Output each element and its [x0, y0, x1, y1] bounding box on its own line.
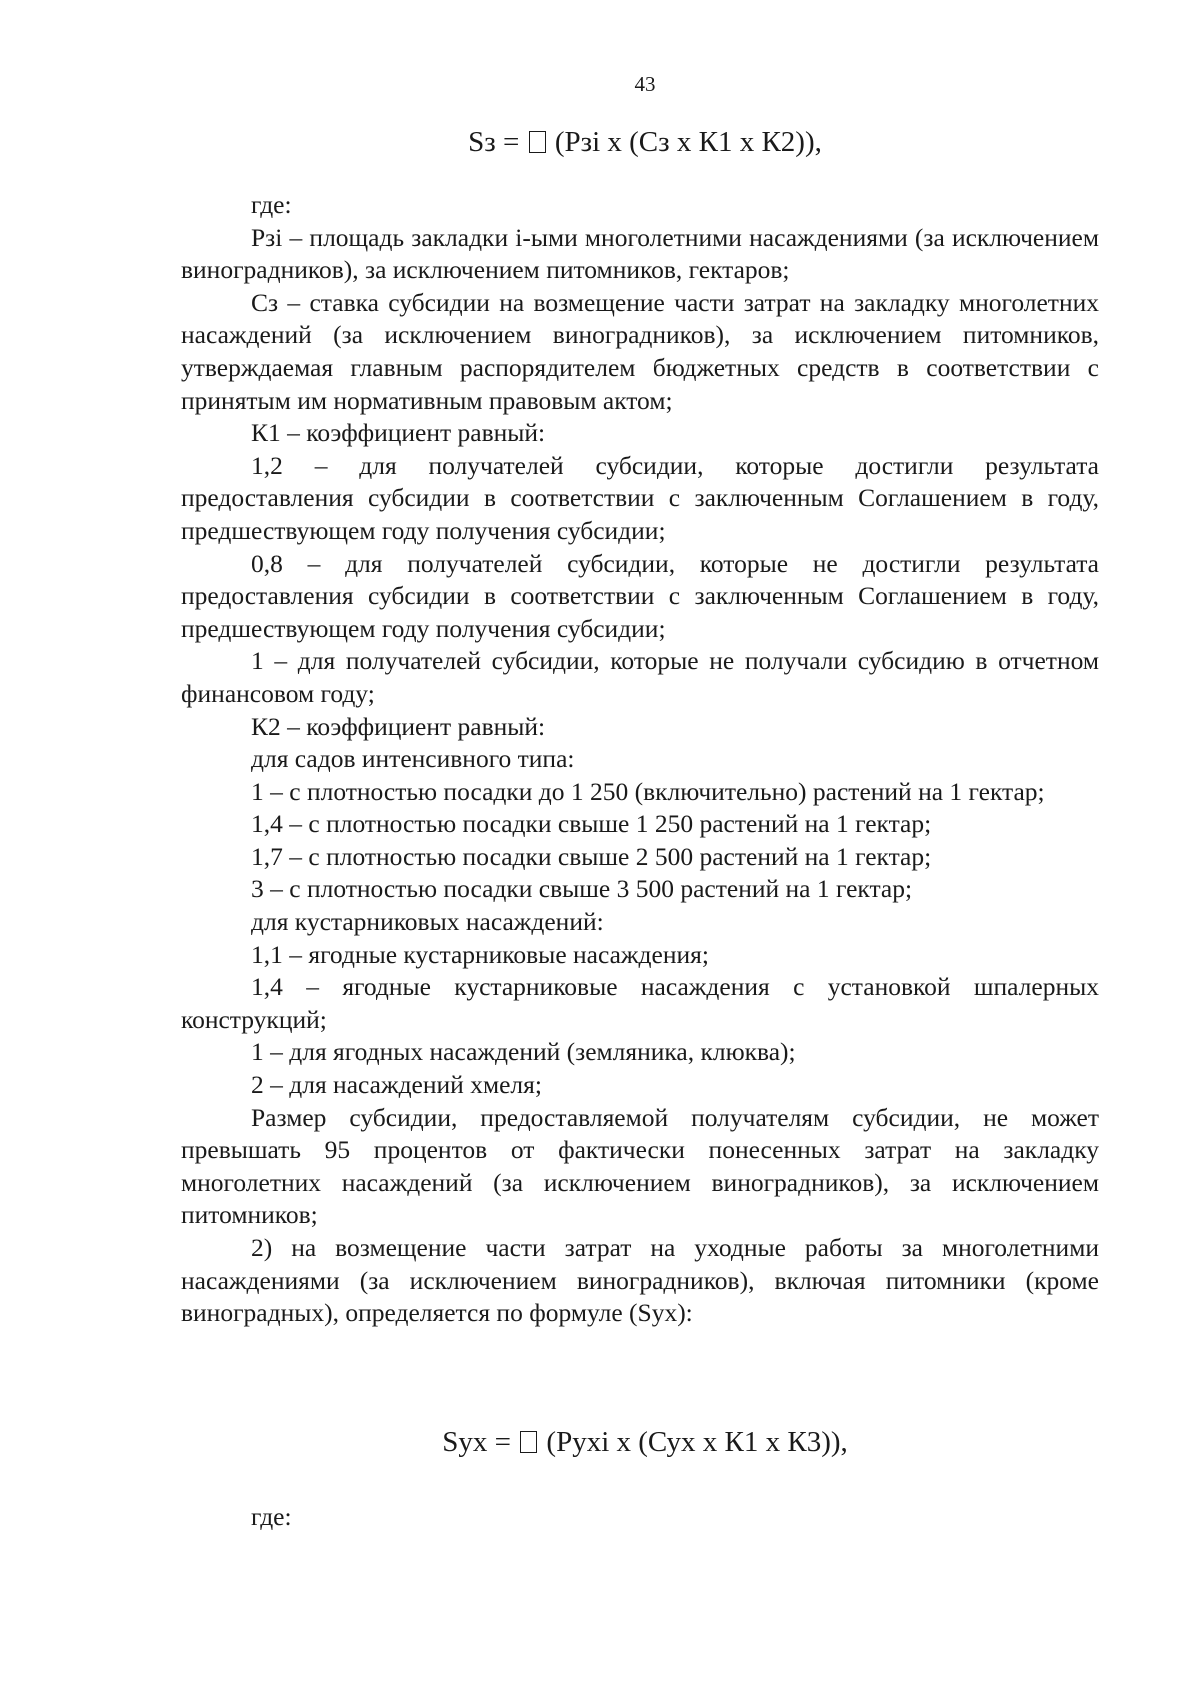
- formula-sux-rhs: (Рухi х (Сух х К1 х К3)),: [539, 1426, 848, 1458]
- paragraph-k2-heading: К2 – коэффициент равный:: [251, 711, 546, 741]
- paragraph-k1-1-2: 1,2 – для получателей субсидии, которые достигли результата предоставления субсидии в соответствии с заключенным Соглашением в году, предшествующем году получения субсидии;: [181, 450, 1099, 545]
- paragraph-k1-heading: К1 – коэффициент равный:: [251, 418, 546, 448]
- formula-sz-lhs: Sз =: [468, 126, 527, 158]
- paragraph-k1-1: 1 – для получателей субсидии, которые не получали субсидию в отчетном финансовом году;: [181, 646, 1099, 708]
- paragraph-maintenance-works: 2) на возмещение части затрат на уходные работы за многолетними насаждениями (за исключением виноградников), включая питомники (кроме виноградных), определяется по формуле (Sух):: [181, 1233, 1099, 1328]
- body-text: [181, 189, 1099, 1330]
- page-number: 43: [634, 72, 656, 96]
- formula-sz-rhs: (Рзi х (Сз х К1 х К2)),: [547, 126, 822, 158]
- paragraph-density-over-3500: 3 – с плотностью посадки свыше 3 500 растений на 1 гектар;: [251, 874, 913, 904]
- closing-where: где:: [251, 1502, 292, 1531]
- formula-sz: [0, 126, 1200, 159]
- missing-glyph-box-icon: [520, 1431, 537, 1453]
- paragraph-shrub-plantings: для кустарниковых насаждений:: [251, 907, 604, 937]
- paragraph-sz-definition: Сз – ставка субсидии на возмещение части затрат на закладку многолетних насаждений (за исключением виноградников), за исключением питомников, утверждаемая главным распорядителем бюджетных средств в соответствии с принятым им нормативным правовым актом;: [181, 287, 1099, 415]
- formula-sux: [0, 1426, 1200, 1459]
- paragraph-density-1250: 1 – с плотностью посадки до 1 250 (включительно) растений на 1 гектар;: [251, 776, 1045, 806]
- paragraph-subsidy-limit: Размер субсидии, предоставляемой получателям субсидии, не может превышать 95 процентов от фактически понесенных затрат на закладку многолетних насаждений (за исключением виноградников), за исключением питомников;: [181, 1102, 1099, 1230]
- formula-sux-lhs: Sух =: [442, 1426, 519, 1458]
- paragraph-berry-shrubs: 1,1 – ягодные кустарниковые насаждения;: [251, 939, 709, 969]
- missing-glyph-box-icon: [529, 131, 546, 153]
- paragraph-berry-shrubs-trellis: 1,4 – ягодные кустарниковые насаждения с установкой шпалерных конструкций;: [181, 972, 1099, 1034]
- paragraph-k1-0-8: 0,8 – для получателей субсидии, которые не достигли результата предоставления субсидии в соответствии с заключенным Соглашением в году, предшествующем году получения субсидии;: [181, 548, 1099, 643]
- paragraph-density-over-1250: 1,4 – с плотностью посадки свыше 1 250 растений на 1 гектар;: [251, 809, 932, 839]
- paragraph-intensive-gardens: для садов интенсивного типа:: [251, 744, 575, 774]
- paragraph-hops: 2 – для насаждений хмеля;: [251, 1070, 542, 1100]
- paragraph-where: где:: [251, 190, 292, 219]
- paragraph-rzi-definition: Рзi – площадь закладки i-ыми многолетними насаждениями (за исключением виноградников), за исключением питомников, гектаров;: [181, 222, 1099, 285]
- paragraph-berry-plantings: 1 – для ягодных насаждений (земляника, клюква);: [251, 1037, 796, 1067]
- paragraph-density-over-2500: 1,7 – с плотностью посадки свыше 2 500 растений на 1 гектар;: [251, 841, 932, 871]
